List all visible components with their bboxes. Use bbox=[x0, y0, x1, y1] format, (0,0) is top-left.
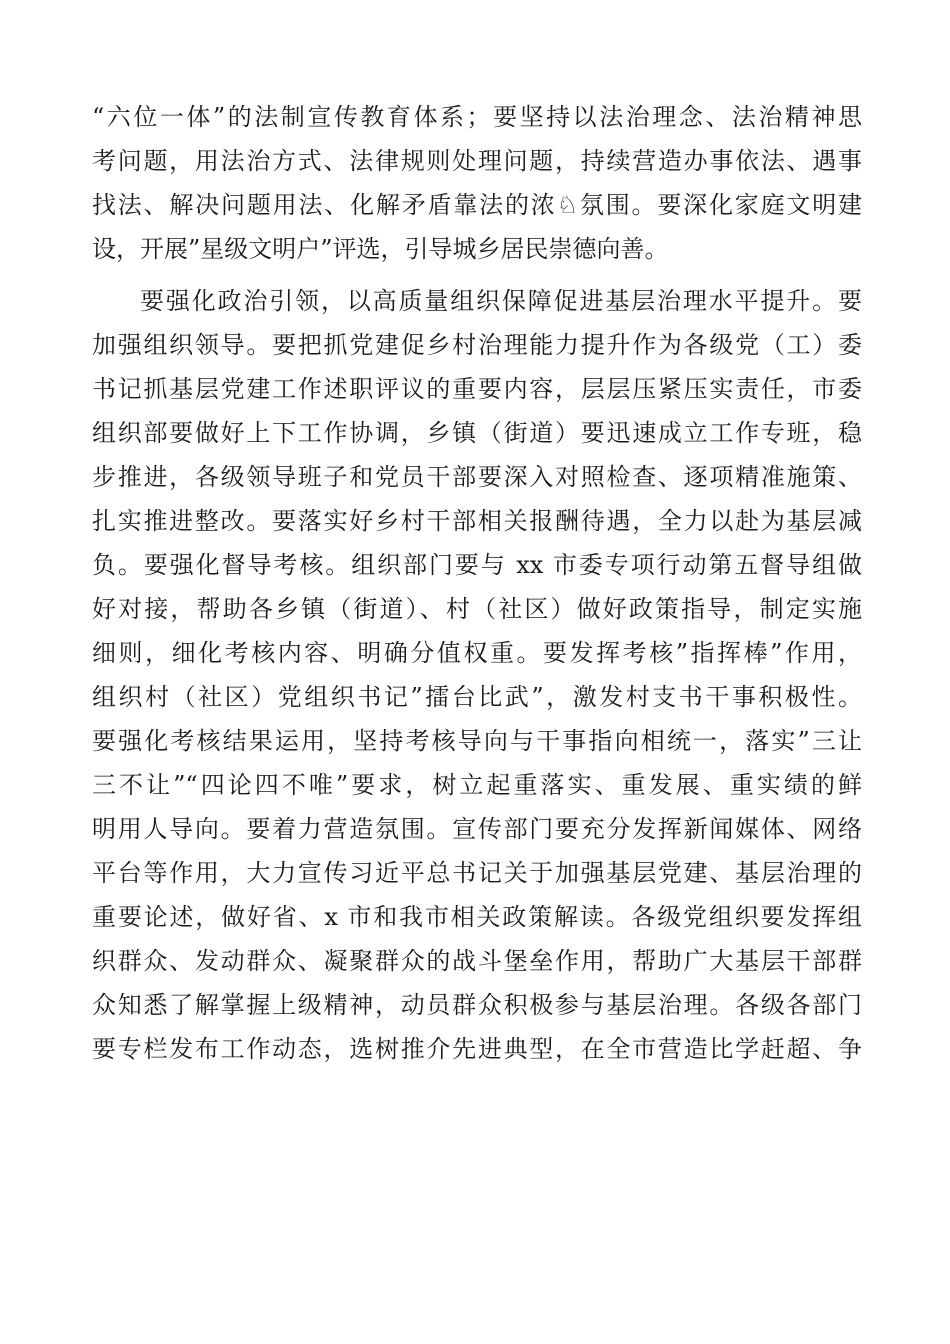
paragraph-1-line-4: 设，开展”星级文明户”评选，引导城乡居民崇德向善。 bbox=[92, 235, 669, 263]
paragraph-1-line-3: 找法、解决问题用法、化解矛盾靠法的浓♘氛围。要深化家庭文明建 bbox=[92, 191, 862, 219]
paragraph-2-line-6: 扎实推进整改。要落实好乡村干部相关报酬待遇，全力以赴为基层减 bbox=[92, 507, 862, 535]
paragraph-2-line-14: 平台等作用，大力宣传习近平总书记关于加强基层党建、基层治理的 bbox=[92, 859, 862, 887]
paragraph-2-line-17: 众知悉了解掌握上级精神，动员群众积极参与基层治理。各级各部门 bbox=[92, 991, 862, 1019]
paragraph-2-line-5: 步推进，各级领导班子和党员干部要深入对照检查、逐项精准施策、 bbox=[92, 463, 862, 491]
paragraph-2-line-1: 要强化政治引领，以高质量组织保障促进基层治理水平提升。要 bbox=[140, 287, 862, 315]
paragraph-2-line-10: 组织村（社区）党组织书记”擂台比武”，激发村支书干事积极性。 bbox=[92, 683, 862, 711]
paragraph-2-line-11: 要强化考核结果运用，坚持考核导向与干事指向相统一，落实”三让 bbox=[92, 727, 862, 755]
paragraph-2-line-8: 好对接，帮助各乡镇（街道）、村（社区）做好政策指导，制定实施 bbox=[92, 595, 862, 623]
paragraph-2-line-7: 负。要强化督导考核。组织部门要与 xx 市委专项行动第五督导组做 bbox=[92, 551, 862, 579]
paragraph-2-line-9: 细则，细化考核内容、明确分值权重。要发挥考核”指挥棒”作用， bbox=[92, 639, 862, 667]
paragraph-1-line-2: 考问题，用法治方式、法律规则处理问题，持续营造办事依法、遇事 bbox=[92, 147, 862, 175]
paragraph-2-line-3: 书记抓基层党建工作述职评议的重要内容，层层压紧压实责任，市委 bbox=[92, 375, 862, 403]
paragraph-2-line-18: 要专栏发布工作动态，选树推介先进典型，在全市营造比学赶超、争 bbox=[92, 1035, 862, 1063]
paragraph-2-line-2: 加强组织领导。要把抓党建促乡村治理能力提升作为各级党（工）委 bbox=[92, 331, 862, 359]
paragraph-1-line-1: “六位一体”的法制宣传教育体系；要坚持以法治理念、法治精神思 bbox=[92, 103, 862, 131]
paragraph-2-line-4: 组织部要做好上下工作协调，乡镇（街道）要迅速成立工作专班，稳 bbox=[92, 419, 862, 447]
paragraph-2-line-15: 重要论述，做好省、x 市和我市相关政策解读。各级党组织要发挥组 bbox=[92, 903, 862, 931]
paragraph-2-line-13: 明用人导向。要着力营造氛围。宣传部门要充分发挥新闻媒体、网络 bbox=[92, 815, 862, 843]
paragraph-2-line-16: 织群众、发动群众、凝聚群众的战斗堡垒作用，帮助广大基层干部群 bbox=[92, 947, 862, 975]
paragraph-2-line-12: 三不让”“四论四不唯”要求，树立起重落实、重发展、重实绩的鲜 bbox=[92, 771, 862, 799]
